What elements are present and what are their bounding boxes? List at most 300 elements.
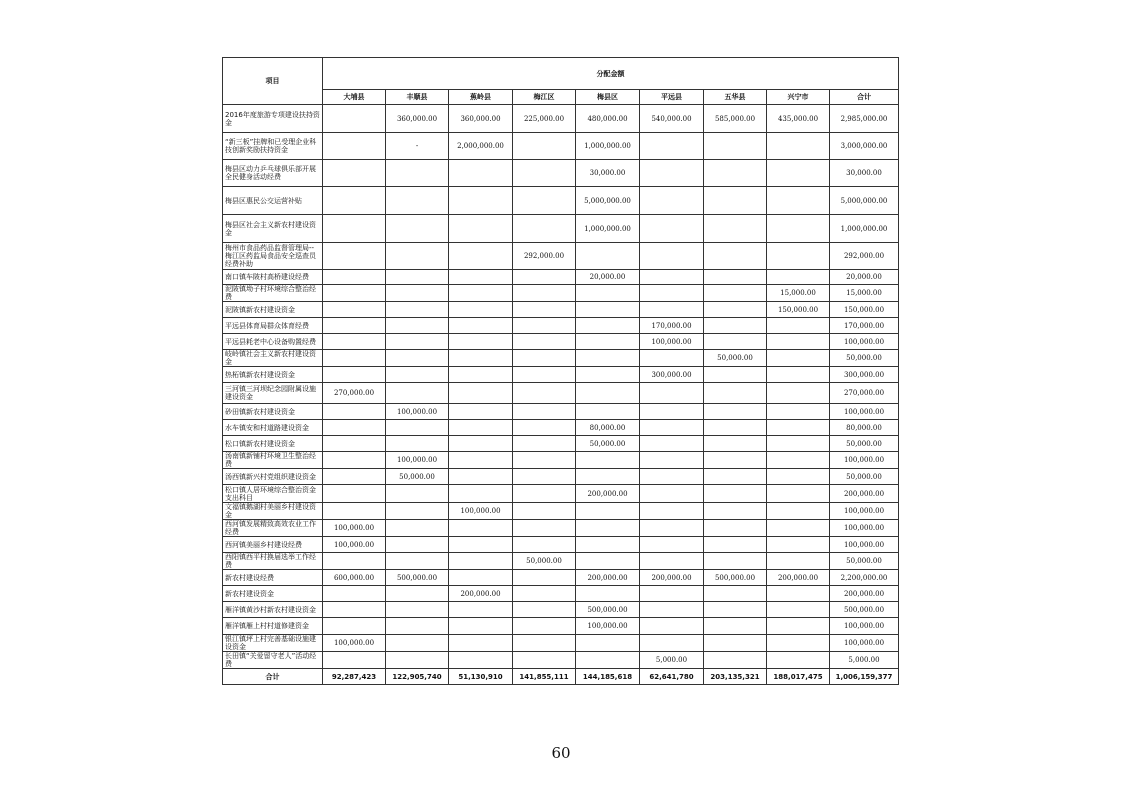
table-row: [223, 334, 899, 350]
amount-cell: [704, 586, 767, 602]
amount-cell: 50,000.00: [830, 469, 899, 485]
amount-cell: [576, 452, 640, 469]
amount-cell: [640, 452, 704, 469]
project-name-cell: 汤南镇新铺村环境卫生整治经费: [223, 452, 323, 469]
amount-cell: 100,000.00: [830, 404, 899, 420]
total-cell: 92,287,423: [323, 669, 386, 685]
amount-cell: [449, 635, 513, 652]
project-name-cell: 松口镇人居环境综合整治资金支出科目: [223, 485, 323, 503]
amount-cell: [576, 302, 640, 318]
amount-cell: [767, 553, 830, 570]
amount-cell: [704, 270, 767, 285]
total-cell: 62,641,780: [640, 669, 704, 685]
amount-cell: [323, 318, 386, 334]
project-name-cell: 银江镇坪上村完善基础设施建设资金: [223, 635, 323, 652]
amount-cell: [386, 270, 449, 285]
amount-cell: [323, 133, 386, 160]
amount-cell: [449, 537, 513, 553]
amount-cell: [767, 485, 830, 503]
amount-cell: [513, 350, 576, 367]
amount-cell: [513, 133, 576, 160]
project-name-cell: “新三板”挂牌和已受理企业科技创新奖励扶持资金: [223, 133, 323, 160]
amount-cell: [640, 537, 704, 553]
amount-cell: [704, 485, 767, 503]
amount-cell: [767, 420, 830, 436]
table-row: [223, 187, 899, 215]
amount-cell: [640, 285, 704, 302]
table-row: [223, 635, 899, 652]
amount-cell: [449, 160, 513, 187]
amount-cell: [323, 285, 386, 302]
amount-cell: [513, 270, 576, 285]
amount-cell: [323, 215, 386, 243]
amount-cell: [576, 383, 640, 404]
amount-cell: [513, 652, 576, 669]
table-row: [223, 243, 899, 270]
amount-cell: [640, 133, 704, 160]
amount-cell: [323, 334, 386, 350]
amount-cell: [386, 383, 449, 404]
amount-cell: [576, 469, 640, 485]
amount-cell: [323, 503, 386, 520]
amount-cell: [640, 404, 704, 420]
amount-cell: 30,000.00: [576, 160, 640, 187]
amount-cell: 50,000.00: [704, 350, 767, 367]
amount-cell: 100,000.00: [386, 452, 449, 469]
table-row: [223, 215, 899, 243]
table-row: [223, 452, 899, 469]
amount-cell: [386, 350, 449, 367]
amount-cell: [386, 243, 449, 270]
amount-cell: [704, 537, 767, 553]
amount-cell: 50,000.00: [830, 436, 899, 452]
amount-cell: [767, 350, 830, 367]
amount-cell: [767, 469, 830, 485]
amount-cell: [704, 602, 767, 618]
amount-cell: [767, 215, 830, 243]
amount-cell: [576, 350, 640, 367]
amount-cell: 360,000.00: [449, 105, 513, 133]
amount-cell: [386, 215, 449, 243]
amount-cell: 480,000.00: [576, 105, 640, 133]
amount-cell: [704, 160, 767, 187]
total-cell: 188,017,475: [767, 669, 830, 685]
county-header: 丰顺县: [386, 90, 449, 105]
county-header: 五华县: [704, 90, 767, 105]
amount-cell: [513, 618, 576, 635]
amount-cell: [449, 452, 513, 469]
amount-cell: [704, 618, 767, 635]
amount-cell: [323, 302, 386, 318]
amount-cell: [513, 635, 576, 652]
amount-cell: [449, 652, 513, 669]
project-name-cell: 西河镇美丽乡村建设经费: [223, 537, 323, 553]
amount-cell: [513, 586, 576, 602]
amount-cell: [767, 635, 830, 652]
allocation-header: 分配金额: [323, 58, 899, 90]
table-row: [223, 350, 899, 367]
amount-cell: [449, 270, 513, 285]
amount-cell: 500,000.00: [386, 570, 449, 586]
amount-cell: [767, 133, 830, 160]
amount-cell: 100,000.00: [830, 334, 899, 350]
amount-cell: [449, 404, 513, 420]
amount-cell: 3,000,000.00: [830, 133, 899, 160]
amount-cell: [640, 215, 704, 243]
project-name-cell: 雁洋镇黄沙村新农村建设资金: [223, 602, 323, 618]
amount-cell: [449, 469, 513, 485]
county-header: 梅江区: [513, 90, 576, 105]
table-row: [223, 537, 899, 553]
amount-cell: 100,000.00: [830, 537, 899, 553]
total-cell: 51,130,910: [449, 669, 513, 685]
page-number: 60: [551, 744, 571, 762]
total-cell: 144,185,618: [576, 669, 640, 685]
table-row: [223, 485, 899, 503]
amount-cell: 1,000,000.00: [576, 215, 640, 243]
amount-cell: [386, 160, 449, 187]
amount-cell: 15,000.00: [767, 285, 830, 302]
amount-cell: 500,000.00: [704, 570, 767, 586]
amount-cell: [386, 187, 449, 215]
amount-cell: [767, 503, 830, 520]
table-row: [223, 367, 899, 383]
amount-cell: [767, 160, 830, 187]
amount-cell: [767, 537, 830, 553]
amount-cell: [323, 270, 386, 285]
amount-cell: [767, 187, 830, 215]
amount-cell: [576, 318, 640, 334]
amount-cell: [767, 436, 830, 452]
amount-cell: [704, 452, 767, 469]
amount-cell: [323, 187, 386, 215]
amount-cell: [323, 436, 386, 452]
amount-cell: [449, 243, 513, 270]
amount-cell: [323, 469, 386, 485]
amount-cell: [513, 367, 576, 383]
project-name-cell: 平远县体育局群众体育经费: [223, 318, 323, 334]
project-name-cell: 长田镇“关爱留守老人”活动经费: [223, 652, 323, 669]
amount-cell: [640, 602, 704, 618]
project-header: 项目: [223, 58, 323, 105]
amount-cell: 20,000.00: [576, 270, 640, 285]
amount-cell: [704, 187, 767, 215]
table-row: [223, 105, 899, 133]
county-header: 大埔县: [323, 90, 386, 105]
total-row: [223, 669, 899, 685]
amount-cell: 30,000.00: [830, 160, 899, 187]
amount-cell: -: [386, 133, 449, 160]
amount-cell: 300,000.00: [640, 367, 704, 383]
amount-cell: [767, 618, 830, 635]
amount-cell: [767, 602, 830, 618]
project-name-cell: 梅县区动力乒乓球俱乐部开展全民健身活动经费: [223, 160, 323, 187]
amount-cell: [704, 503, 767, 520]
project-name-cell: 砂田镇新农村建设资金: [223, 404, 323, 420]
amount-cell: 500,000.00: [576, 602, 640, 618]
amount-cell: 100,000.00: [576, 618, 640, 635]
amount-cell: [386, 367, 449, 383]
amount-cell: [767, 520, 830, 537]
amount-cell: [386, 334, 449, 350]
amount-cell: [640, 618, 704, 635]
project-name-cell: 文福镇鹅湖村美丽乡村建设资金: [223, 503, 323, 520]
amount-cell: [386, 302, 449, 318]
amount-cell: [449, 553, 513, 570]
amount-cell: 50,000.00: [830, 553, 899, 570]
amount-cell: [449, 350, 513, 367]
amount-cell: [513, 602, 576, 618]
table-row: [223, 618, 899, 635]
county-header: 平远县: [640, 90, 704, 105]
table-row: [223, 586, 899, 602]
amount-cell: [704, 469, 767, 485]
amount-cell: [513, 302, 576, 318]
amount-cell: [576, 635, 640, 652]
amount-cell: 100,000.00: [323, 537, 386, 553]
amount-cell: [323, 618, 386, 635]
amount-cell: 100,000.00: [449, 503, 513, 520]
amount-cell: 1,000,000.00: [576, 133, 640, 160]
table-row: [223, 383, 899, 404]
table-row: [223, 404, 899, 420]
table-row: [223, 285, 899, 302]
project-name-cell: 西河镇发展精致高效农业工作经费: [223, 520, 323, 537]
amount-cell: [513, 452, 576, 469]
amount-cell: [576, 285, 640, 302]
amount-cell: 2,000,000.00: [449, 133, 513, 160]
amount-cell: 270,000.00: [323, 383, 386, 404]
amount-cell: 5,000,000.00: [830, 187, 899, 215]
amount-cell: [323, 367, 386, 383]
amount-cell: [323, 553, 386, 570]
amount-cell: [576, 367, 640, 383]
amount-cell: 200,000.00: [576, 570, 640, 586]
amount-cell: [513, 215, 576, 243]
amount-cell: 5,000.00: [640, 652, 704, 669]
amount-cell: [449, 285, 513, 302]
amount-cell: [767, 404, 830, 420]
amount-cell: [386, 318, 449, 334]
amount-cell: [513, 520, 576, 537]
amount-cell: [449, 187, 513, 215]
header-row-counties: [223, 90, 899, 105]
amount-cell: 300,000.00: [830, 367, 899, 383]
amount-cell: [449, 436, 513, 452]
amount-cell: 50,000.00: [513, 553, 576, 570]
table-row: [223, 553, 899, 570]
amount-cell: [576, 537, 640, 553]
amount-cell: [576, 652, 640, 669]
amount-cell: 100,000.00: [830, 635, 899, 652]
amount-cell: [513, 334, 576, 350]
amount-cell: [640, 302, 704, 318]
amount-cell: [767, 318, 830, 334]
amount-cell: [640, 350, 704, 367]
amount-cell: 170,000.00: [640, 318, 704, 334]
amount-cell: 585,000.00: [704, 105, 767, 133]
amount-cell: [513, 420, 576, 436]
amount-cell: 150,000.00: [830, 302, 899, 318]
amount-cell: 540,000.00: [640, 105, 704, 133]
amount-cell: [513, 160, 576, 187]
amount-cell: [704, 404, 767, 420]
amount-cell: [640, 485, 704, 503]
amount-cell: [386, 420, 449, 436]
amount-cell: [386, 618, 449, 635]
project-name-cell: 雁洋镇雁上村村道修建资金: [223, 618, 323, 635]
amount-cell: 600,000.00: [323, 570, 386, 586]
table-row: [223, 469, 899, 485]
project-name-cell: 2016年度旅游专项建设扶持资金: [223, 105, 323, 133]
amount-cell: 100,000.00: [830, 452, 899, 469]
amount-cell: [640, 520, 704, 537]
amount-cell: 5,000,000.00: [576, 187, 640, 215]
amount-cell: [386, 602, 449, 618]
amount-cell: 1,000,000.00: [830, 215, 899, 243]
amount-cell: 200,000.00: [576, 485, 640, 503]
amount-cell: [704, 635, 767, 652]
total-label: 合计: [223, 669, 323, 685]
table-row: [223, 652, 899, 669]
project-name-cell: 南口镇车陂村高桥建设经费: [223, 270, 323, 285]
table-row: [223, 318, 899, 334]
total-cell: 203,135,321: [704, 669, 767, 685]
amount-cell: 200,000.00: [767, 570, 830, 586]
amount-cell: [767, 383, 830, 404]
header-row-group: [223, 58, 899, 90]
amount-cell: 50,000.00: [386, 469, 449, 485]
amount-cell: [576, 334, 640, 350]
amount-cell: [386, 503, 449, 520]
amount-cell: [704, 318, 767, 334]
amount-cell: [449, 367, 513, 383]
amount-cell: [640, 270, 704, 285]
amount-cell: 170,000.00: [830, 318, 899, 334]
amount-cell: [767, 586, 830, 602]
table-row: [223, 503, 899, 520]
amount-cell: [704, 285, 767, 302]
total-cell: 122,905,740: [386, 669, 449, 685]
amount-cell: [449, 618, 513, 635]
table-row: [223, 160, 899, 187]
amount-cell: [640, 420, 704, 436]
total-cell: 141,855,111: [513, 669, 576, 685]
amount-cell: [704, 652, 767, 669]
amount-cell: [704, 383, 767, 404]
amount-cell: [449, 383, 513, 404]
allocation-table: [222, 57, 899, 685]
amount-cell: 100,000.00: [830, 520, 899, 537]
amount-cell: [704, 436, 767, 452]
amount-cell: [449, 420, 513, 436]
amount-cell: 100,000.00: [386, 404, 449, 420]
amount-cell: [323, 586, 386, 602]
amount-cell: 200,000.00: [830, 586, 899, 602]
amount-cell: [513, 503, 576, 520]
amount-cell: 80,000.00: [830, 420, 899, 436]
amount-cell: [640, 586, 704, 602]
amount-cell: [386, 436, 449, 452]
amount-cell: [386, 652, 449, 669]
project-name-cell: 泥陂镇新农村建设资金: [223, 302, 323, 318]
amount-cell: [323, 602, 386, 618]
amount-cell: [386, 285, 449, 302]
county-header: 蕉岭县: [449, 90, 513, 105]
project-name-cell: 水车镇安和村道路建设资金: [223, 420, 323, 436]
amount-cell: 15,000.00: [830, 285, 899, 302]
amount-cell: [513, 404, 576, 420]
project-name-cell: 新农村建设经费: [223, 570, 323, 586]
amount-cell: [449, 215, 513, 243]
amount-cell: [704, 215, 767, 243]
amount-cell: 292,000.00: [830, 243, 899, 270]
amount-cell: [323, 105, 386, 133]
amount-cell: [513, 318, 576, 334]
amount-cell: [449, 520, 513, 537]
amount-cell: [576, 520, 640, 537]
amount-cell: [767, 270, 830, 285]
amount-cell: [767, 652, 830, 669]
amount-cell: [704, 334, 767, 350]
amount-cell: [640, 503, 704, 520]
amount-cell: [513, 485, 576, 503]
amount-cell: [386, 553, 449, 570]
amount-cell: [704, 420, 767, 436]
amount-cell: [576, 404, 640, 420]
amount-cell: [513, 187, 576, 215]
amount-cell: 80,000.00: [576, 420, 640, 436]
amount-cell: [513, 469, 576, 485]
amount-cell: [449, 334, 513, 350]
amount-cell: 200,000.00: [449, 586, 513, 602]
amount-cell: [640, 469, 704, 485]
amount-cell: [640, 436, 704, 452]
amount-cell: [513, 537, 576, 553]
project-name-cell: 热柘镇新农村建设资金: [223, 367, 323, 383]
amount-cell: 50,000.00: [576, 436, 640, 452]
amount-cell: [386, 520, 449, 537]
table-row: [223, 520, 899, 537]
amount-cell: [640, 635, 704, 652]
table-row: [223, 302, 899, 318]
county-header: 兴宁市: [767, 90, 830, 105]
amount-cell: [449, 318, 513, 334]
amount-cell: 50,000.00: [830, 350, 899, 367]
amount-cell: 200,000.00: [830, 485, 899, 503]
amount-cell: [323, 350, 386, 367]
county-header: 梅县区: [576, 90, 640, 105]
amount-cell: [386, 537, 449, 553]
amount-cell: 20,000.00: [830, 270, 899, 285]
total-cell: 1,006,159,377: [830, 669, 899, 685]
amount-cell: [640, 187, 704, 215]
project-name-cell: 西阳镇西平村换届选举工作经费: [223, 553, 323, 570]
amount-cell: [386, 635, 449, 652]
amount-cell: 2,985,000.00: [830, 105, 899, 133]
project-name-cell: 新农村建设资金: [223, 586, 323, 602]
project-name-cell: 岐岭镇社会主义新农村建设资金: [223, 350, 323, 367]
amount-cell: 100,000.00: [830, 503, 899, 520]
amount-cell: [323, 420, 386, 436]
amount-cell: [323, 452, 386, 469]
amount-cell: [386, 485, 449, 503]
table-row: [223, 420, 899, 436]
amount-cell: 2,200,000.00: [830, 570, 899, 586]
amount-cell: [386, 586, 449, 602]
project-name-cell: 平远县耗老中心设备购置经费: [223, 334, 323, 350]
table-row: [223, 436, 899, 452]
